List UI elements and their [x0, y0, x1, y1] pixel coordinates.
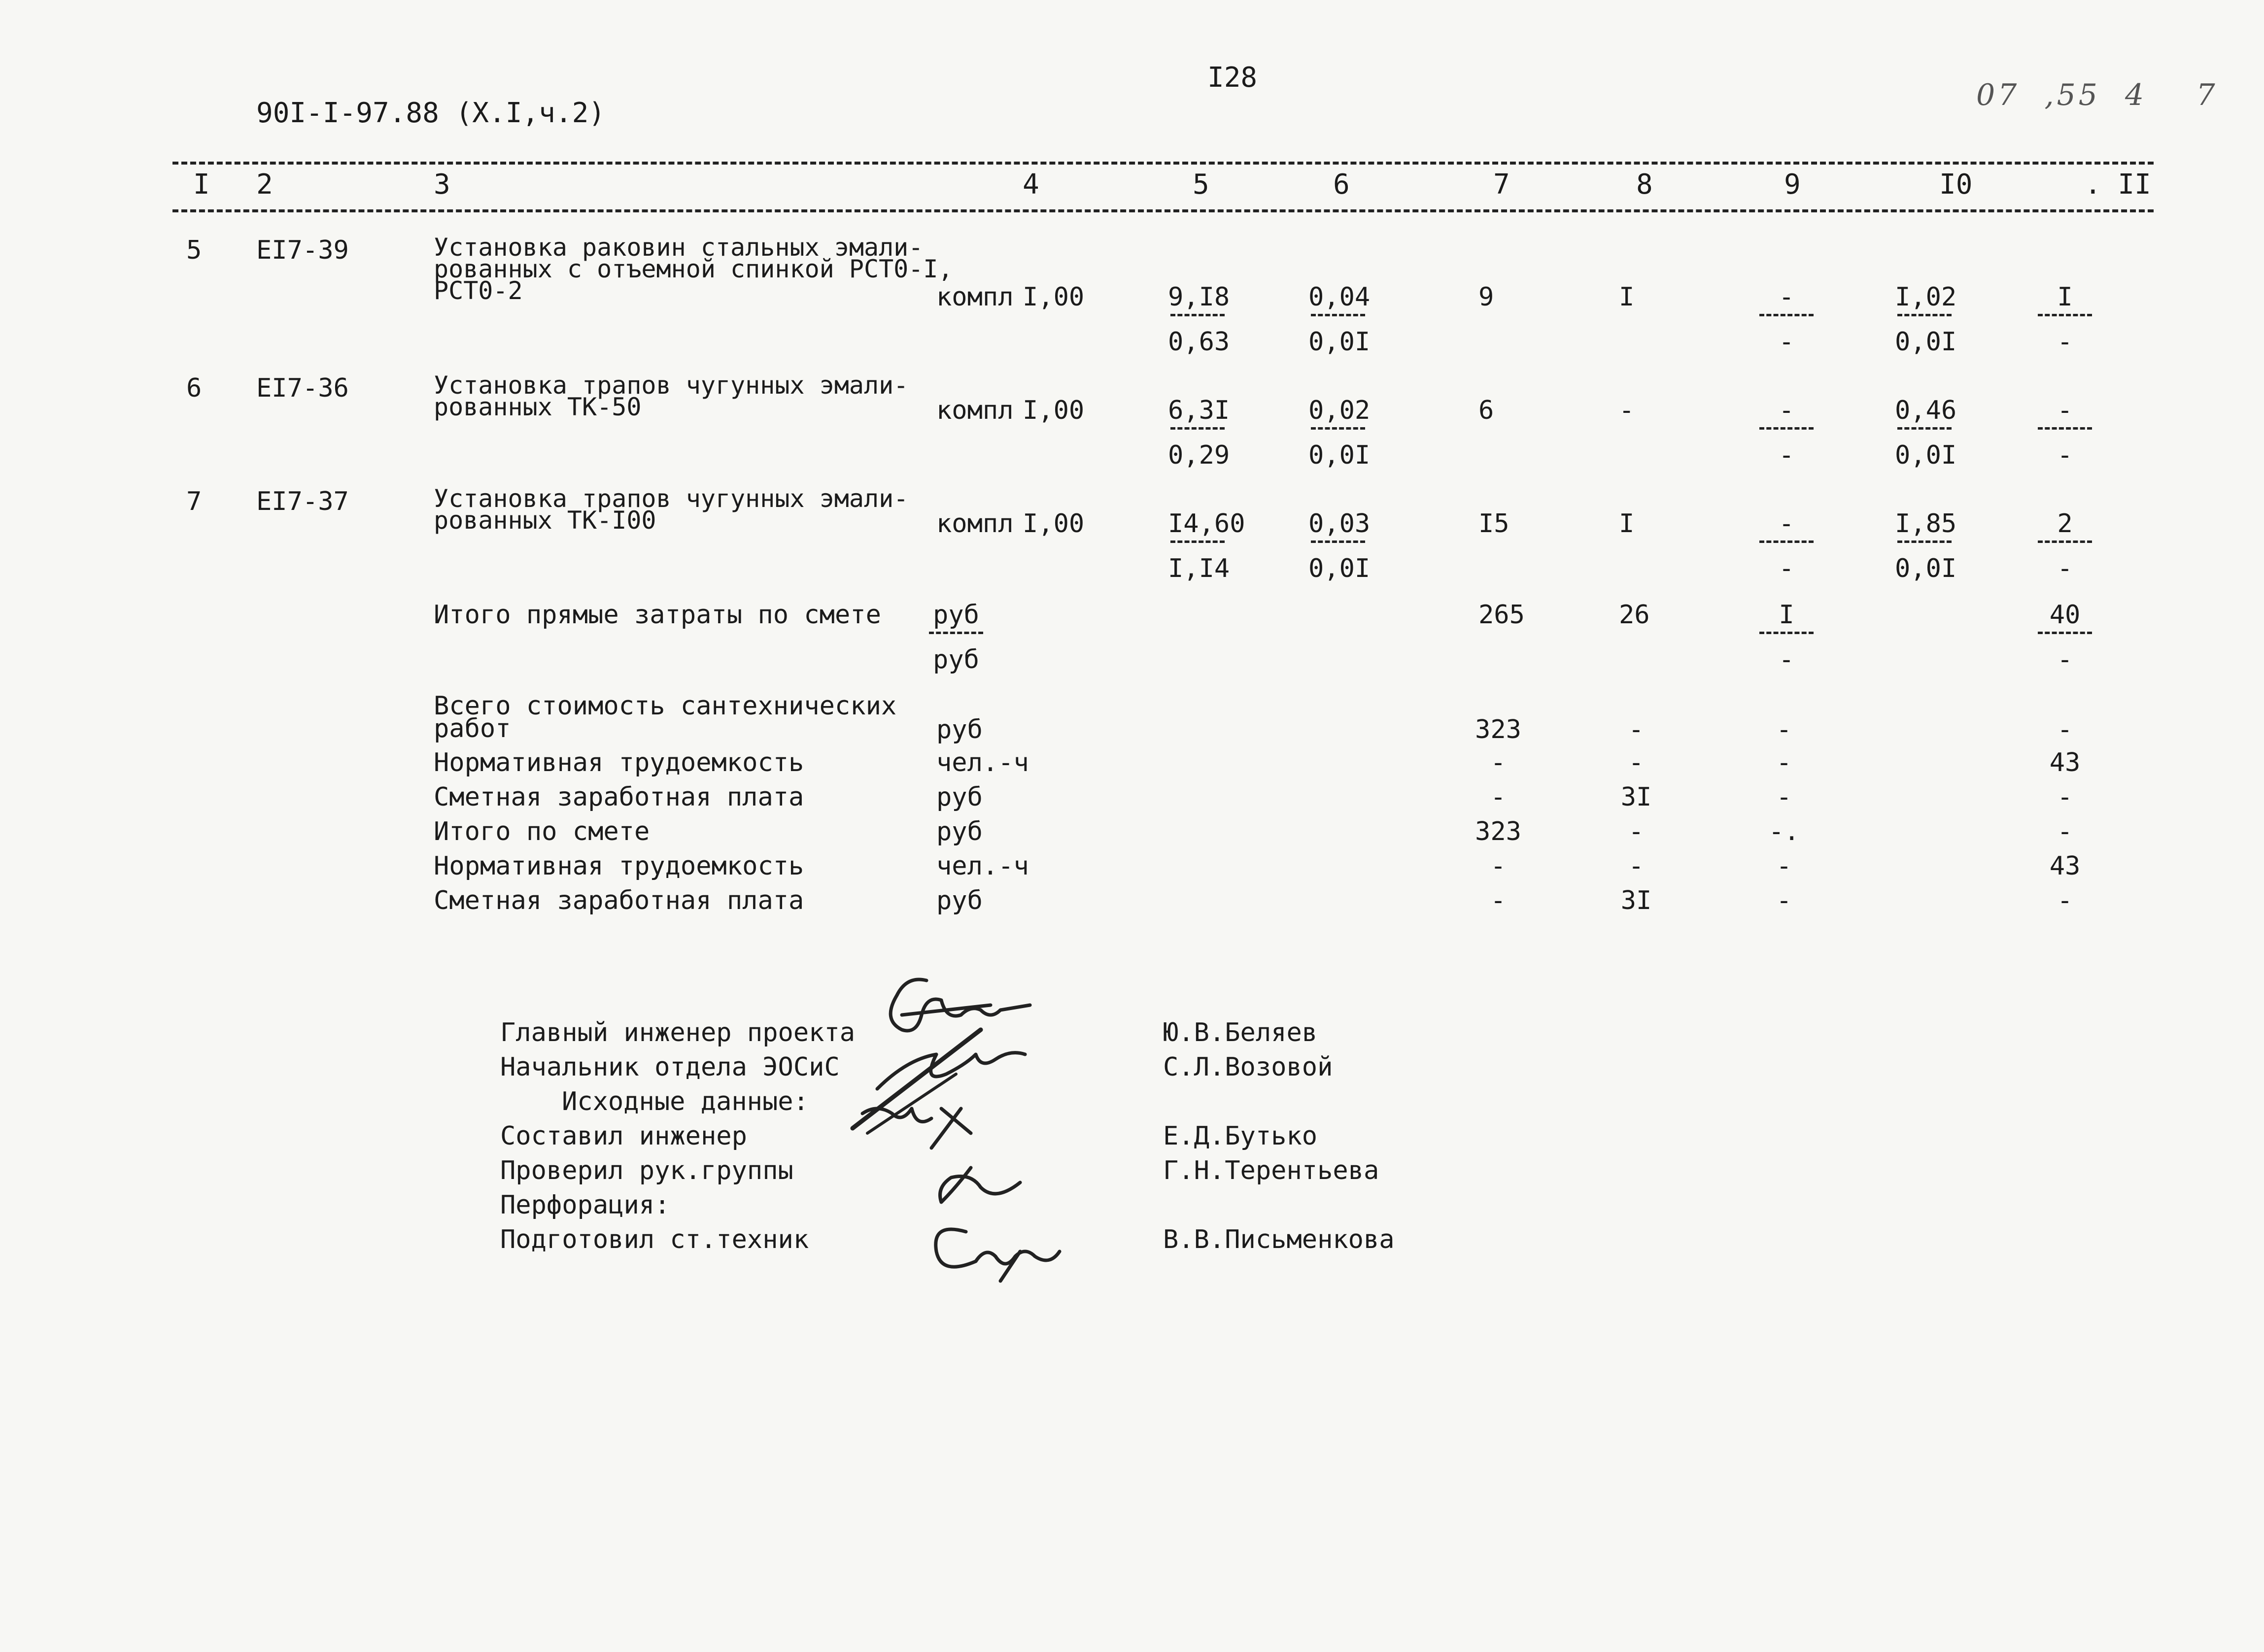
signature-role: Подготовил ст.техник — [500, 1225, 809, 1254]
row-col11-numerator: - — [2057, 396, 2073, 425]
row-col10 — [1895, 509, 1957, 583]
row-col11-denominator: - — [2057, 440, 2073, 470]
summary-col11: 43 — [2049, 851, 2081, 881]
direct-costs-col11-divider — [2038, 632, 2092, 634]
summary-unit: чел.-ч — [936, 851, 1029, 881]
summary-col8: - — [1628, 715, 1644, 744]
direct-costs-col9-denominator: - — [1779, 645, 1794, 674]
row-number: 7 — [186, 487, 202, 516]
column-header-10: I0 — [1939, 169, 1973, 201]
signature-role: Составил инженер — [500, 1121, 747, 1151]
row-col5-numerator: I4,60 — [1168, 509, 1245, 539]
row-col9-numerator: - — [1779, 396, 1794, 425]
row-code: EI7-37 — [256, 487, 349, 516]
row-col10-divider — [1897, 314, 1952, 316]
row-col6 — [1308, 282, 1371, 357]
summary-col8: - — [1628, 851, 1644, 881]
direct-costs-unit-numerator: руб — [933, 600, 979, 630]
summary-col11: - — [2057, 817, 2073, 846]
row-code: EI7-36 — [256, 373, 349, 403]
column-header-1: I — [193, 169, 210, 201]
row-col6-numerator: 0,03 — [1308, 509, 1371, 539]
summary-col8: 3I — [1620, 782, 1652, 812]
row-col6-denominator: 0,0I — [1308, 440, 1371, 470]
column-header-11: . II — [2085, 169, 2151, 201]
row-col11-divider — [2038, 314, 2092, 316]
header-rule-bottom — [172, 209, 2154, 212]
row-col8: I — [1619, 282, 1635, 312]
row-col6-divider — [1311, 540, 1365, 543]
row-col7: I5 — [1478, 509, 1509, 539]
direct-costs-unit-denominator: руб — [933, 645, 979, 674]
row-col11-divider — [2038, 427, 2092, 430]
row-description-line: Установка трапов чугунных эмали- — [434, 484, 909, 513]
row-col9-denominator: - — [1779, 554, 1794, 583]
direct-costs-unit — [926, 601, 986, 674]
summary-col7: 323 — [1475, 715, 1521, 744]
row-description-line: Установка раковин стальных эмали- — [434, 233, 924, 262]
summary-label-line: Сметная заработная плата — [434, 782, 804, 812]
row-col9-divider — [1759, 314, 1814, 316]
row-col9-denominator: - — [1779, 327, 1794, 357]
handwritten-stamp: 07 ,55 4 7 — [1976, 78, 2218, 112]
summary-col11: - — [2057, 782, 2073, 812]
row-col6 — [1308, 509, 1371, 583]
row-col6 — [1308, 396, 1371, 470]
direct-costs-col9 — [1757, 601, 1816, 674]
row-col6-numerator: 0,02 — [1308, 396, 1371, 425]
summary-label-line: Итого по смете — [434, 817, 650, 846]
row-description-line: рованных ТК-I00 — [434, 506, 656, 535]
signature-role: Начальник отдела ЭОСиС — [500, 1052, 840, 1082]
row-description-line: Установка трапов чугунных эмали- — [434, 371, 909, 400]
page-number: I28 — [1207, 62, 1258, 94]
summary-unit: руб — [936, 817, 983, 846]
header-rule-top — [172, 162, 2154, 165]
row-col10-numerator: I,02 — [1895, 282, 1957, 312]
summary-col9: - — [1776, 851, 1792, 881]
summary-col9: - — [1776, 886, 1792, 915]
summary-label-line: работ — [434, 714, 511, 743]
row-col6-divider — [1311, 427, 1365, 430]
row-number: 6 — [186, 373, 202, 403]
summary-col7: - — [1490, 886, 1506, 915]
direct-costs-col11-numerator: 40 — [2049, 600, 2081, 630]
summary-col7: 323 — [1475, 817, 1521, 846]
summary-col9: - — [1776, 748, 1792, 777]
row-col5-denominator: I,I4 — [1168, 554, 1230, 583]
summary-unit: руб — [936, 715, 983, 744]
row-col5-divider — [1170, 314, 1225, 316]
row-unit: компл — [936, 509, 1014, 539]
row-col8: I — [1619, 509, 1635, 539]
row-col8: - — [1619, 396, 1635, 425]
row-col7: 9 — [1478, 282, 1494, 312]
summary-label-line: Нормативная трудоемкость — [434, 851, 804, 881]
direct-costs-col11-denominator: - — [2057, 645, 2073, 674]
direct-costs-col8: 26 — [1619, 600, 1650, 630]
summary-label-line: Всего стоимость сантехнических — [434, 691, 897, 721]
row-col11-numerator: 2 — [2057, 509, 2073, 539]
signature-role: Исходные данные: — [562, 1087, 809, 1116]
row-description-line: рованных ТК-50 — [434, 393, 642, 421]
summary-col7: - — [1490, 782, 1506, 812]
row-col6-divider — [1311, 314, 1365, 316]
summary-unit: чел.-ч — [936, 748, 1029, 777]
row-col9-denominator: - — [1779, 440, 1794, 470]
signature-drawings — [833, 966, 1153, 1320]
signature-name: Г.Н.Терентьева — [1163, 1156, 1379, 1185]
row-col10-divider — [1897, 427, 1952, 430]
column-header-7: 7 — [1493, 169, 1510, 201]
summary-col9: - — [1776, 782, 1792, 812]
direct-costs-unit-divider — [929, 632, 983, 634]
row-col11 — [2035, 397, 2094, 469]
signature-role: Перфорация: — [500, 1190, 670, 1220]
summary-col7: - — [1490, 748, 1506, 777]
row-col11-divider — [2038, 540, 2092, 543]
column-header-5: 5 — [1193, 169, 1209, 201]
row-unit: компл — [936, 396, 1014, 425]
row-col9-numerator: - — [1779, 282, 1794, 312]
row-col6-numerator: 0,04 — [1308, 282, 1371, 312]
column-header-9: 9 — [1784, 169, 1801, 201]
summary-unit: руб — [936, 782, 983, 812]
row-col5-divider — [1170, 427, 1225, 430]
row-col9 — [1757, 510, 1816, 582]
row-col5 — [1168, 282, 1230, 357]
summary-col9: -. — [1768, 817, 1800, 846]
summary-label-line: Нормативная трудоемкость — [434, 748, 804, 777]
row-quantity: I,00 — [1023, 282, 1085, 312]
row-col9 — [1757, 283, 1816, 356]
row-quantity: I,00 — [1023, 509, 1085, 539]
row-col9 — [1757, 397, 1816, 469]
direct-costs-col11 — [2035, 601, 2094, 674]
signature-role: Главный инженер проекта — [500, 1018, 856, 1047]
row-col9-divider — [1759, 540, 1814, 543]
row-col11 — [2035, 283, 2094, 356]
signature-name: Е.Д.Бутько — [1163, 1121, 1318, 1151]
row-col5 — [1168, 396, 1230, 470]
row-col9-divider — [1759, 427, 1814, 430]
row-col10 — [1895, 282, 1957, 357]
row-unit: компл — [936, 282, 1014, 312]
direct-costs-col7: 265 — [1478, 600, 1525, 630]
signature-name: В.В.Письменкова — [1163, 1225, 1395, 1254]
summary-col8: - — [1628, 817, 1644, 846]
row-col9-numerator: - — [1779, 509, 1794, 539]
row-description-line: РСТ0-2 — [434, 276, 523, 305]
column-header-3: 3 — [434, 169, 450, 201]
signature-role: Проверил рук.группы — [500, 1156, 793, 1185]
row-col11-numerator: I — [2057, 282, 2073, 312]
direct-costs-col9-divider — [1759, 632, 1814, 634]
column-header-6: 6 — [1333, 169, 1350, 201]
direct-costs-col9-numerator: I — [1779, 600, 1794, 630]
row-col5-numerator: 6,3I — [1168, 396, 1230, 425]
row-col6-denominator: 0,0I — [1308, 554, 1371, 583]
row-col5-denominator: 0,63 — [1168, 327, 1230, 357]
row-col10-denominator: 0,0I — [1895, 327, 1957, 357]
summary-col11: - — [2057, 715, 2073, 744]
column-header-8: 8 — [1636, 169, 1653, 201]
signature-name: Ю.В.Беляев — [1163, 1018, 1318, 1047]
summary-col11: 43 — [2049, 748, 2081, 777]
row-col11-denominator: - — [2057, 554, 2073, 583]
row-col5-denominator: 0,29 — [1168, 440, 1230, 470]
row-quantity: I,00 — [1023, 396, 1085, 425]
row-col6-denominator: 0,0I — [1308, 327, 1371, 357]
document-code: 90I-I-97.88 (X.I,ч.2) — [256, 97, 606, 129]
row-col10-numerator: 0,46 — [1895, 396, 1957, 425]
direct-costs-label: Итого прямые затраты по смете — [434, 600, 881, 630]
summary-col7: - — [1490, 851, 1506, 881]
row-col10-divider — [1897, 540, 1952, 543]
row-col5-numerator: 9,I8 — [1168, 282, 1230, 312]
column-header-4: 4 — [1023, 169, 1039, 201]
row-col5-divider — [1170, 540, 1225, 543]
row-col5 — [1168, 509, 1245, 583]
row-col10-denominator: 0,0I — [1895, 440, 1957, 470]
row-col10 — [1895, 396, 1957, 470]
row-number: 5 — [186, 236, 202, 265]
summary-col11: - — [2057, 886, 2073, 915]
summary-unit: руб — [936, 886, 983, 915]
column-header-2: 2 — [256, 169, 273, 201]
row-col7: 6 — [1478, 396, 1494, 425]
row-code: EI7-39 — [256, 236, 349, 265]
summary-col8: 3I — [1620, 886, 1652, 915]
row-col11-denominator: - — [2057, 327, 2073, 357]
signature-name: С.Л.Возовой — [1163, 1052, 1333, 1082]
summary-col9: - — [1776, 715, 1792, 744]
summary-label-line: Сметная заработная плата — [434, 886, 804, 915]
summary-col8: - — [1628, 748, 1644, 777]
row-col10-numerator: I,85 — [1895, 509, 1957, 539]
row-description-line: рованных с отъемной спинкой РСТ0-I, — [434, 255, 953, 283]
row-col10-denominator: 0,0I — [1895, 554, 1957, 583]
row-col11 — [2035, 510, 2094, 582]
